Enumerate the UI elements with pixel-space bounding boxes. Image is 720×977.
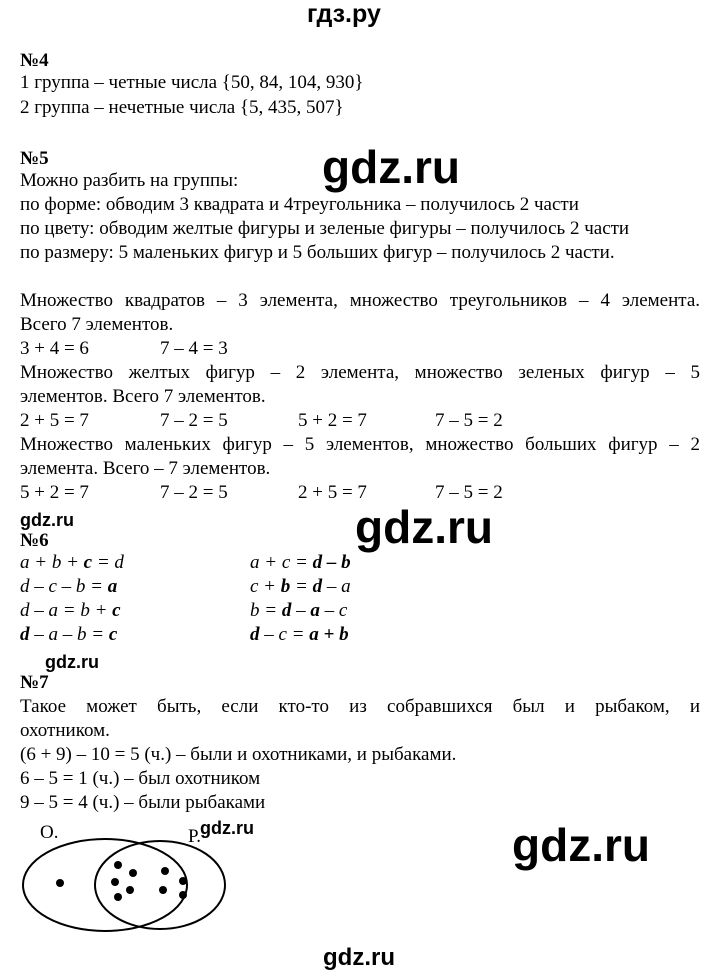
- task6-right-3: [250, 600, 347, 622]
- eq-part: – a: [322, 576, 351, 597]
- task4-line1: 1 группа – четные числа {50, 84, 104, 930}: [20, 72, 364, 93]
- eq-part: = d: [92, 552, 124, 573]
- eq-bold: d – b: [312, 552, 351, 573]
- venn-dot-both: [126, 886, 134, 894]
- task6-right-1: [250, 552, 351, 574]
- task7-line2: охотником.: [20, 720, 110, 741]
- task5-para1-line1: Множество квадратов – 3 элемента, множество треугольников – 4 элемента.: [20, 290, 700, 311]
- eq-bold: a: [310, 600, 320, 621]
- eq-bold: d: [312, 576, 323, 597]
- eq-part: a + c =: [250, 552, 313, 573]
- eq-part: – c =: [259, 624, 310, 645]
- task5-line1: Можно разбить на группы:: [20, 170, 239, 191]
- task5-eq2-d: 7 – 5 = 2: [435, 410, 503, 431]
- task5-para3-line1: Множество маленьких фигур – 5 элементов, множество больших фигур – 2: [20, 434, 700, 455]
- task5-eq2-b: 7 – 2 = 5: [160, 410, 228, 431]
- task6-left-2: [20, 576, 117, 598]
- task5-eq3-a: 5 + 2 = 7: [20, 482, 89, 503]
- task7-line5: 9 – 5 = 4 (ч.) – были рыбаками: [20, 792, 266, 813]
- task4-line2: 2 группа – нечетные числа {5, 435, 507}: [20, 97, 344, 118]
- task5-line4: по размеру: 5 маленьких фигур и 5 больших фигур – получилось 2 части.: [20, 242, 615, 263]
- eq-part: b =: [250, 600, 282, 621]
- task5-eq3-d: 7 – 5 = 2: [435, 482, 503, 503]
- venn-dot-fisher-only: [161, 867, 169, 875]
- eq-part: c +: [250, 576, 281, 597]
- eq-bold: a + b: [309, 624, 349, 645]
- task6-left-3: [20, 600, 121, 622]
- venn-dot-hunter-only: [56, 879, 64, 887]
- watermark-small-2: gdz.ru: [45, 652, 99, 672]
- watermark-3: gdz.ru: [512, 819, 650, 871]
- venn-dots: [56, 861, 187, 901]
- task5-para3-line2: элемента. Всего – 7 элементов.: [20, 458, 271, 479]
- eq-part: – a – b =: [29, 624, 109, 645]
- venn-circle-hunters: [23, 839, 187, 931]
- eq-bold: d: [20, 624, 30, 645]
- footer-watermark: gdz.ru: [323, 944, 395, 971]
- watermark-2: gdz.ru: [355, 501, 493, 553]
- task7-line4: 6 – 5 = 1 (ч.) – был охотником: [20, 768, 261, 789]
- task6-right-2: [250, 576, 351, 598]
- venn-dot-fisher-only: [179, 877, 187, 885]
- watermark-small-1: gdz.ru: [20, 510, 74, 530]
- venn-dot-both: [129, 869, 137, 877]
- eq-part: a + b +: [20, 552, 84, 573]
- eq-bold: c: [83, 552, 93, 573]
- task5-line3: по цвету: обводим желтые фигуры и зеленые фигуры – получилось 2 части: [20, 218, 630, 239]
- watermark-1: gdz.ru: [322, 141, 460, 193]
- venn-diagram: [15, 835, 245, 945]
- task5-eq1-a: 3 + 4 = 6: [20, 338, 89, 359]
- eq-part: –: [291, 600, 311, 621]
- task5-para2-line1: Множество желтых фигур – 2 элемента, множество зеленых фигур – 5: [20, 362, 700, 383]
- eq-bold: c: [108, 624, 118, 645]
- venn-dot-fisher-only: [179, 891, 187, 899]
- task5-header: №5: [20, 148, 49, 169]
- task5-eq1-b: 7 – 4 = 3: [160, 338, 228, 359]
- task6-left-4: [20, 624, 117, 646]
- eq-part: – c: [319, 600, 348, 621]
- task6-right-4: [250, 624, 349, 646]
- eq-part: d – a = b +: [20, 600, 113, 621]
- task5-line2: по форме: обводим 3 квадрата и 4треугольника – получилось 2 части: [20, 194, 579, 215]
- task5-para1-line2: Всего 7 элементов.: [20, 314, 174, 335]
- eq-bold: d: [250, 624, 260, 645]
- venn-label-left: О.: [40, 822, 59, 843]
- task7-line1: Такое может быть, если кто-то из собравшихся был и рыбаком, и: [20, 696, 700, 717]
- task6-header: №6: [20, 530, 49, 551]
- task7-header: №7: [20, 672, 49, 693]
- venn-dot-both: [114, 861, 122, 869]
- eq-bold: d: [281, 600, 292, 621]
- task5-eq2-c: 5 + 2 = 7: [298, 410, 367, 431]
- task4-header: №4: [20, 50, 49, 71]
- venn-dot-fisher-only: [159, 886, 167, 894]
- site-header: гдз.ру: [307, 0, 381, 28]
- eq-bold: c: [112, 600, 121, 621]
- task6-left-1: [20, 552, 124, 574]
- task5-eq2-a: 2 + 5 = 7: [20, 410, 89, 431]
- task5-eq3-b: 7 – 2 = 5: [160, 482, 228, 503]
- venn-label-right: Р.: [188, 826, 201, 847]
- watermark-small-3: gdz.ru: [200, 818, 254, 838]
- task5-eq3-c: 2 + 5 = 7: [298, 482, 367, 503]
- venn-dot-both: [111, 878, 119, 886]
- eq-bold: b: [280, 576, 291, 597]
- eq-part: =: [290, 576, 313, 597]
- task7-line3: (6 + 9) – 10 = 5 (ч.) – были и охотниками, и рыбаками.: [20, 744, 457, 765]
- eq-part: d – c – b =: [20, 576, 108, 597]
- venn-dot-both: [114, 893, 122, 901]
- task5-para2-line2: элементов. Всего 7 элементов.: [20, 386, 266, 407]
- eq-bold: a: [107, 576, 118, 597]
